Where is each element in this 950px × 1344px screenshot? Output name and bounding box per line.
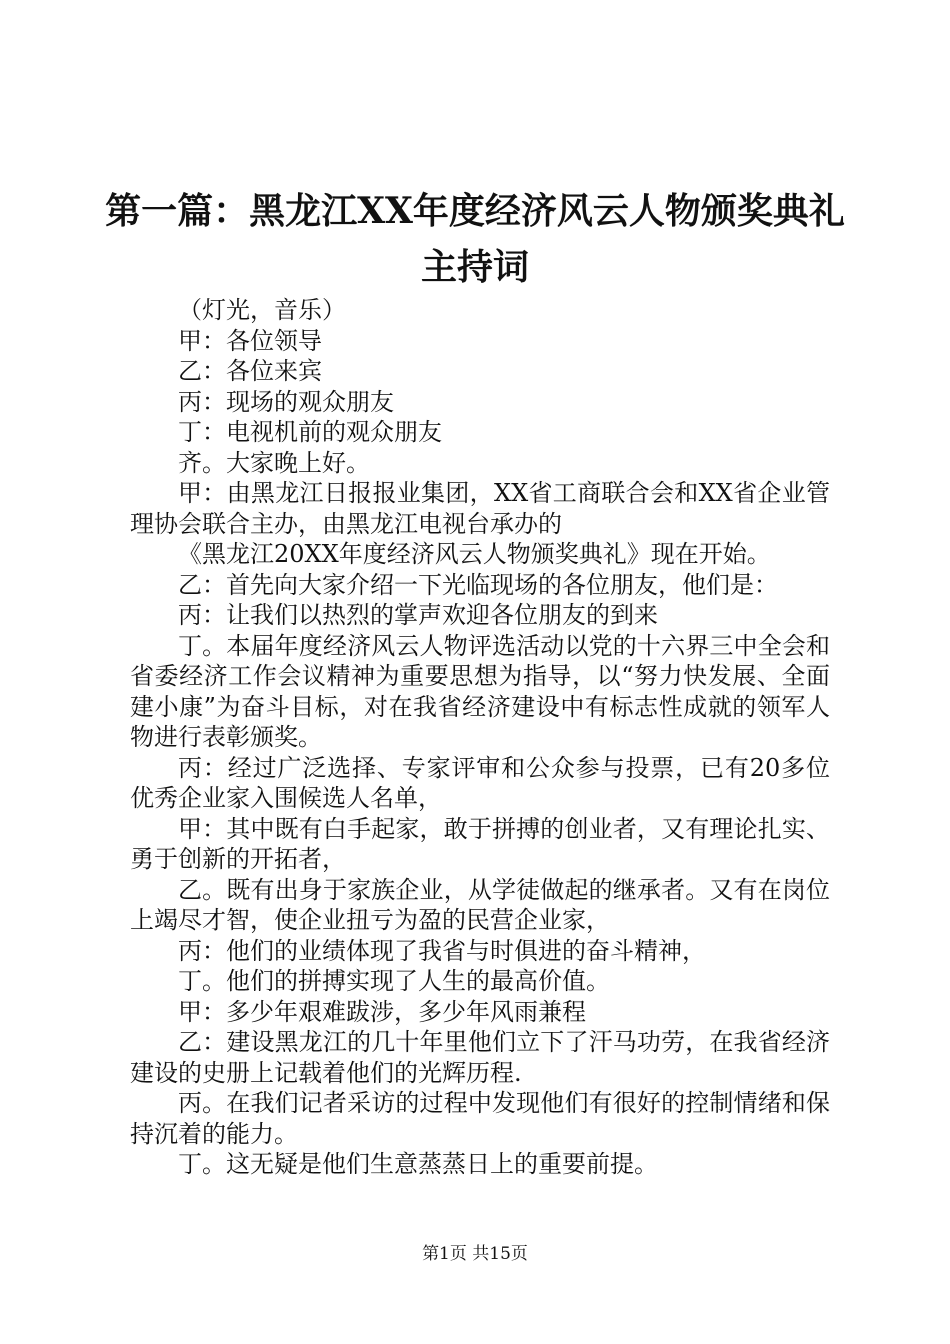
paragraph: 甲：多少年艰难跋涉，多少年风雨兼程 bbox=[178, 997, 586, 1026]
page-title: 第一篇：黑龙江XX年度经济风云人物颁奖典礼主持词 bbox=[105, 190, 845, 288]
paragraph: 丙：让我们以热烈的掌声欢迎各位朋友的到来 bbox=[178, 601, 658, 629]
paragraph: 乙：建设黑龙江的几十年里他们立下了汗马功劳，在我省经济建设的史册上记载着他们的光辉历程. bbox=[130, 1028, 830, 1087]
paragraph: 丁：电视机前的观众朋友 bbox=[178, 418, 442, 446]
paragraph: 齐。大家晚上好。 bbox=[178, 448, 370, 477]
page-number-footer: 第1页 共15页 bbox=[422, 1244, 528, 1264]
paragraph: 甲：其中既有白手起家，敢于拼搏的创业者，又有理论扎实、勇于创新的开拓者， bbox=[130, 814, 830, 873]
document-body bbox=[130, 295, 830, 1180]
paragraph: 《黑龙江20XX年度经济风云人物颁奖典礼》现在开始。 bbox=[178, 540, 771, 568]
paragraph: 丙：他们的业绩体现了我省与时俱进的奋斗精神， bbox=[178, 936, 706, 965]
paragraph: 甲：由黑龙江日报报业集团，XX省工商联合会和XX省企业管理协会联合主办，由黑龙江电视台承办的 bbox=[130, 479, 830, 538]
paragraph: 乙：各位来宾 bbox=[178, 357, 322, 385]
paragraph-stage-direction: （灯光，音乐） bbox=[178, 296, 346, 324]
paragraph: 丙：经过广泛选择、专家评审和公众参与投票，已有20多位优秀企业家入围候选人名单， bbox=[130, 753, 830, 812]
paragraph: 乙：首先向大家介绍一下光临现场的各位朋友，他们是： bbox=[178, 570, 778, 599]
paragraph: 乙。既有出身于家族企业，从学徒做起的继承者。又有在岗位上竭尽才智，使企业扭亏为盈的民营企业家， bbox=[130, 875, 830, 934]
paragraph: 丙。在我们记者采访的过程中发现他们有很好的控制情绪和保持沉着的能力。 bbox=[130, 1089, 830, 1148]
paragraph: 甲：各位领导 bbox=[178, 326, 322, 355]
paragraph: 丙：现场的观众朋友 bbox=[178, 387, 394, 416]
paragraph: 丁。他们的拼搏实现了人生的最高价值。 bbox=[178, 967, 610, 995]
paragraph: 丁。这无疑是他们生意蒸蒸日上的重要前提。 bbox=[178, 1150, 658, 1178]
paragraph: 丁。本届年度经济风云人物评选活动以党的十六界三中全会和省委经济工作会议精神为重要思想为指导，以“努力快发展、全面建小康”为奋斗目标，对在我省经济建设中有标志性成就的领军人物进行表彰颁奖。 bbox=[130, 631, 830, 751]
